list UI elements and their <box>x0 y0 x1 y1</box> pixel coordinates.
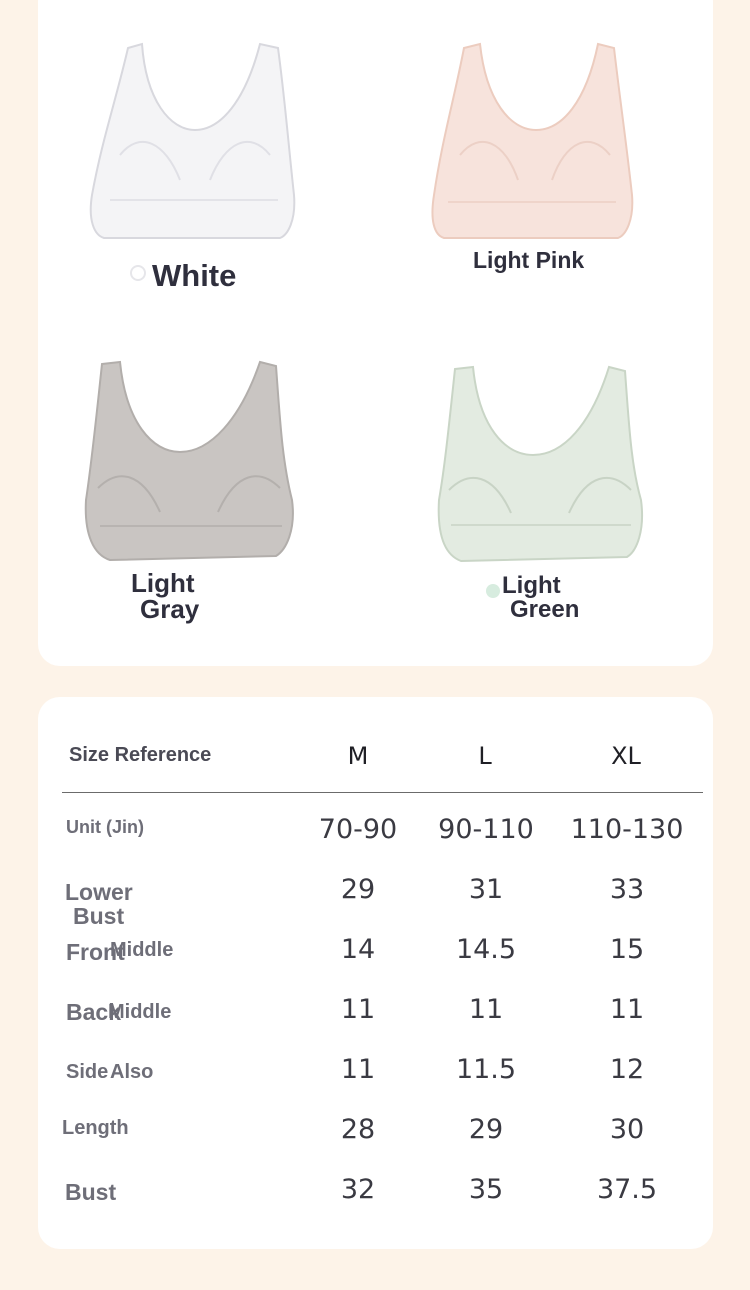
table-cell: 110-130 <box>570 814 684 845</box>
color-label-white: White <box>152 258 237 293</box>
table-cell: 15 <box>609 934 645 965</box>
table-cell: 11 <box>340 1054 376 1085</box>
bra-illustration <box>425 355 665 585</box>
table-cell: 30 <box>609 1114 645 1145</box>
size-reference-card <box>38 697 713 1249</box>
row-label-lower-bust-line2: Bust <box>73 903 125 929</box>
table-divider <box>62 792 703 793</box>
table-cell: 28 <box>340 1114 376 1145</box>
table-cell: 37.5 <box>596 1174 658 1205</box>
row-label-lower-bust-line1: Lower <box>65 879 133 905</box>
color-label-light-green-line2: Green <box>510 596 580 623</box>
color-label-light-pink: Light Pink <box>473 247 585 273</box>
table-cell: 29 <box>468 1114 504 1145</box>
table-cell: 90-110 <box>438 814 534 845</box>
row-label-middle: Middle <box>110 939 174 961</box>
bra-illustration <box>420 30 660 260</box>
color-label-light-gray-line2: Gray <box>140 594 200 624</box>
color-label-light-green-line1: Light <box>502 572 561 599</box>
table-cell: 35 <box>468 1174 504 1205</box>
bra-illustration <box>70 350 310 580</box>
size-table-title: Size Reference <box>69 744 212 766</box>
size-header-m: M <box>347 742 369 770</box>
light-green-color-dot <box>486 584 500 598</box>
table-cell: 11.5 <box>455 1054 517 1085</box>
table-cell: 11 <box>609 994 645 1025</box>
light-pink-bra-image <box>420 30 720 330</box>
table-cell: 33 <box>609 874 645 905</box>
row-label-back: Back <box>66 999 121 1025</box>
size-header-xl: XL <box>611 742 641 770</box>
bra-illustration <box>70 30 310 260</box>
table-cell: 32 <box>340 1174 376 1205</box>
table-cell: 12 <box>609 1054 645 1085</box>
light-gray-bra-image <box>70 350 370 650</box>
color-label-light-gray-line1: Light <box>131 568 195 598</box>
row-label-bust: Bust <box>65 1179 117 1205</box>
table-cell: 14 <box>340 934 376 965</box>
table-cell: 14.5 <box>455 934 517 965</box>
row-label-length: Length <box>62 1117 129 1139</box>
table-cell: 29 <box>340 874 376 905</box>
table-cell: 11 <box>340 994 376 1025</box>
table-cell: 11 <box>468 994 504 1025</box>
row-label-side: Side <box>66 1061 109 1083</box>
row-label-front: Front <box>66 939 125 965</box>
table-cell: 31 <box>468 874 504 905</box>
row-label-unit: Unit (Jin) <box>66 817 144 837</box>
white-color-dot <box>130 265 146 281</box>
row-label-middle: Middle <box>108 1001 172 1023</box>
row-label-also: Also <box>110 1061 154 1083</box>
table-cell: 70-90 <box>318 814 398 845</box>
size-header-l: L <box>478 742 492 770</box>
